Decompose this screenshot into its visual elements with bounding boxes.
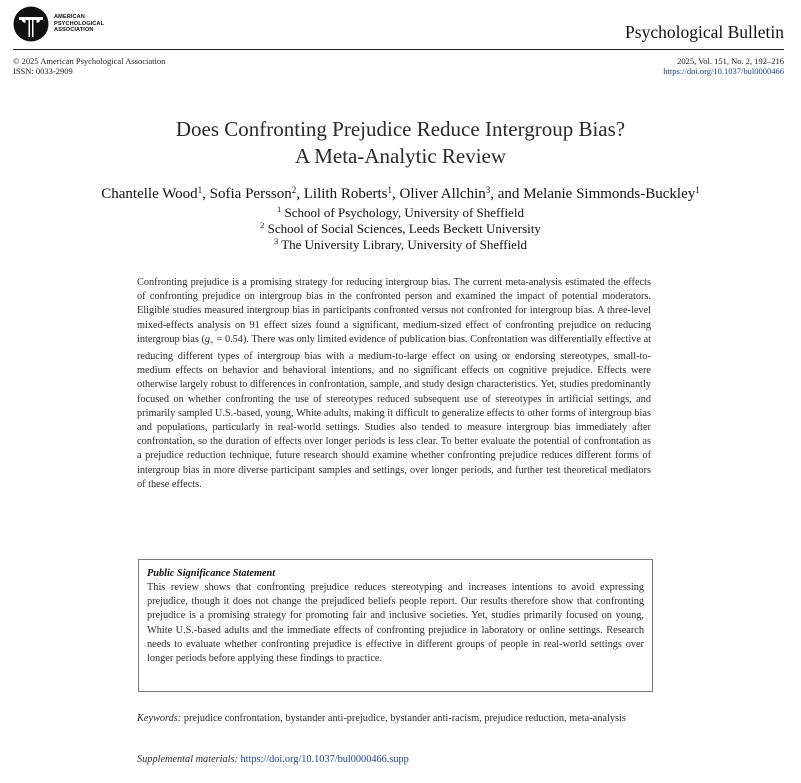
- affiliation-number: 3: [273, 236, 279, 246]
- author-separator: ,: [202, 186, 210, 202]
- effect-size-symbol: g: [204, 333, 211, 345]
- author-affiliation-marker: 2: [291, 185, 297, 195]
- journal-name: Psychological Bulletin: [625, 22, 784, 42]
- author-list: [0, 184, 801, 204]
- publication-info-left: [13, 56, 165, 76]
- author-name: Oliver Allchin: [399, 186, 486, 202]
- author-separator: ,: [296, 186, 304, 202]
- apa-wordmark-line: ASSOCIATION: [54, 27, 94, 34]
- title-line: Does Confronting Prejudice Reduce Intergroup Bias?: [175, 117, 626, 141]
- apa-emblem-icon: [13, 6, 49, 42]
- issn-line: ISSN: 0033-2909: [13, 66, 73, 76]
- author-name: Melanie Simmonds-Buckley: [523, 186, 696, 202]
- author-separator: ,: [392, 186, 400, 202]
- affiliation: [0, 221, 801, 237]
- author-name: Sofia Persson: [209, 186, 292, 202]
- abstract: [137, 276, 651, 492]
- copyright-line: © 2025 American Psychological Association: [13, 56, 166, 66]
- apa-logo: [13, 6, 104, 42]
- keywords: [137, 712, 651, 726]
- author-name: Chantelle Wood: [101, 186, 198, 202]
- citation-line: 2025, Vol. 151, No. 2, 192–216: [677, 56, 784, 66]
- title-line: A Meta-Analytic Review: [294, 143, 507, 168]
- author-affiliation-marker: 1: [695, 185, 700, 195]
- header-rule: [13, 49, 784, 50]
- author-affiliation-marker: 3: [485, 185, 491, 195]
- affiliation: [0, 237, 801, 253]
- affiliation-number: 2: [260, 220, 265, 230]
- keywords-text: prejudice confrontation, bystander anti-prejudice, bystander anti-racism, prejudice reduction, meta-analysis: [183, 713, 626, 724]
- affiliation: [0, 205, 801, 221]
- apa-wordmark-line: PSYCHOLOGICAL: [54, 20, 105, 27]
- supplemental-label: Supplemental materials:: [137, 754, 238, 765]
- keywords-label: Keywords:: [137, 713, 182, 724]
- supplemental-link[interactable]: https://doi.org/10.1037/bul0000466.supp: [240, 754, 409, 765]
- author-separator: , and: [490, 186, 524, 202]
- affiliation-list: [0, 205, 801, 253]
- significance-body: This review shows that confronting prejudice reduces stereotyping and increases intentions to avoid expressing prejudice, though it does not change the prejudiced beliefs people report. Our results therefore show that confronting prejudice is a promising strategy for promoting fair and inclusive societies. Yet, studies primarily focused on young, White U.S.-based adults and the immediate effects of confronting prejudice in laboratory or online settings. Research needs to evaluate whether confronting prejudice is effective in different groups of people in real-world settings over longer periods before applying these findings to practice.: [147, 582, 644, 665]
- abstract-text: Confronting prejudice is a promising strategy for reducing intergroup bias. The current meta-analysis estimated the effects of confronting prejudice on intergroup bias in the confronted person and examined the impact of potential moderators. Eligible studies measured intergroup bias in participants confronted versus not confronted for intergroup bias. A three-level mixed-effects analysis on 91 effect sizes found a significant, medium-sized effect of confronting prejudice on reducing intergroup bias (: [137, 277, 651, 345]
- public-significance-statement: [138, 559, 653, 692]
- affiliation-text: School of Psychology, University of Sheffield: [284, 205, 524, 220]
- abstract-text: ). There was only limited evidence of publication bias. Confrontation was differentially effective at reducing different types of intergroup bias with a medium-to-large effect on using or endorsing stereotypes, small-to-medium effects on behavior and behavioral intentions, and no significant effects on cognitive prejudice. Effects were otherwise largely robust to differences in confrontation, sample, and study design characteristics. Yet, studies predominantly focused on whether confronting the use of stereotypes reduced subsequent use of stereotypes in artificial settings, and primarily sampled U.S.-based, young, White adults, making it difficult to generalize effects to other forms of intergroup bias and populations, particularly in real-world settings. Studies also tended to measure intergroup bias immediately after confrontation, so the duration of effects over longer periods is less clear. To better evaluate the potential of confrontation as a prejudice reduction technique, future research should examine whether confronting prejudice reduces different forms of intergroup bias in more diverse participant samples and settings, over longer periods, and further test theoretical mediators of these effects.: [137, 333, 651, 490]
- apa-wordmark: [54, 14, 104, 33]
- author-affiliation-marker: 1: [197, 185, 203, 195]
- effect-size-value: = 0.54: [213, 333, 243, 345]
- apa-wordmark-line: AMERICAN: [54, 14, 85, 21]
- publication-info-right: [663, 56, 784, 76]
- affiliation-text: The University Library, University of Sheffield: [281, 237, 528, 252]
- doi-link[interactable]: https://doi.org/10.1037/bul0000466: [663, 66, 784, 76]
- affiliation-text: School of Social Sciences, Leeds Beckett University: [267, 221, 541, 236]
- effect-size-subscript: +: [210, 338, 214, 347]
- author-name: Lilith Roberts: [303, 186, 388, 202]
- significance-heading: Public Significance Statement: [147, 568, 276, 579]
- article-title: [0, 116, 801, 169]
- author-affiliation-marker: 1: [387, 185, 393, 195]
- affiliation-number: 1: [277, 204, 282, 214]
- supplemental-materials: [137, 753, 409, 767]
